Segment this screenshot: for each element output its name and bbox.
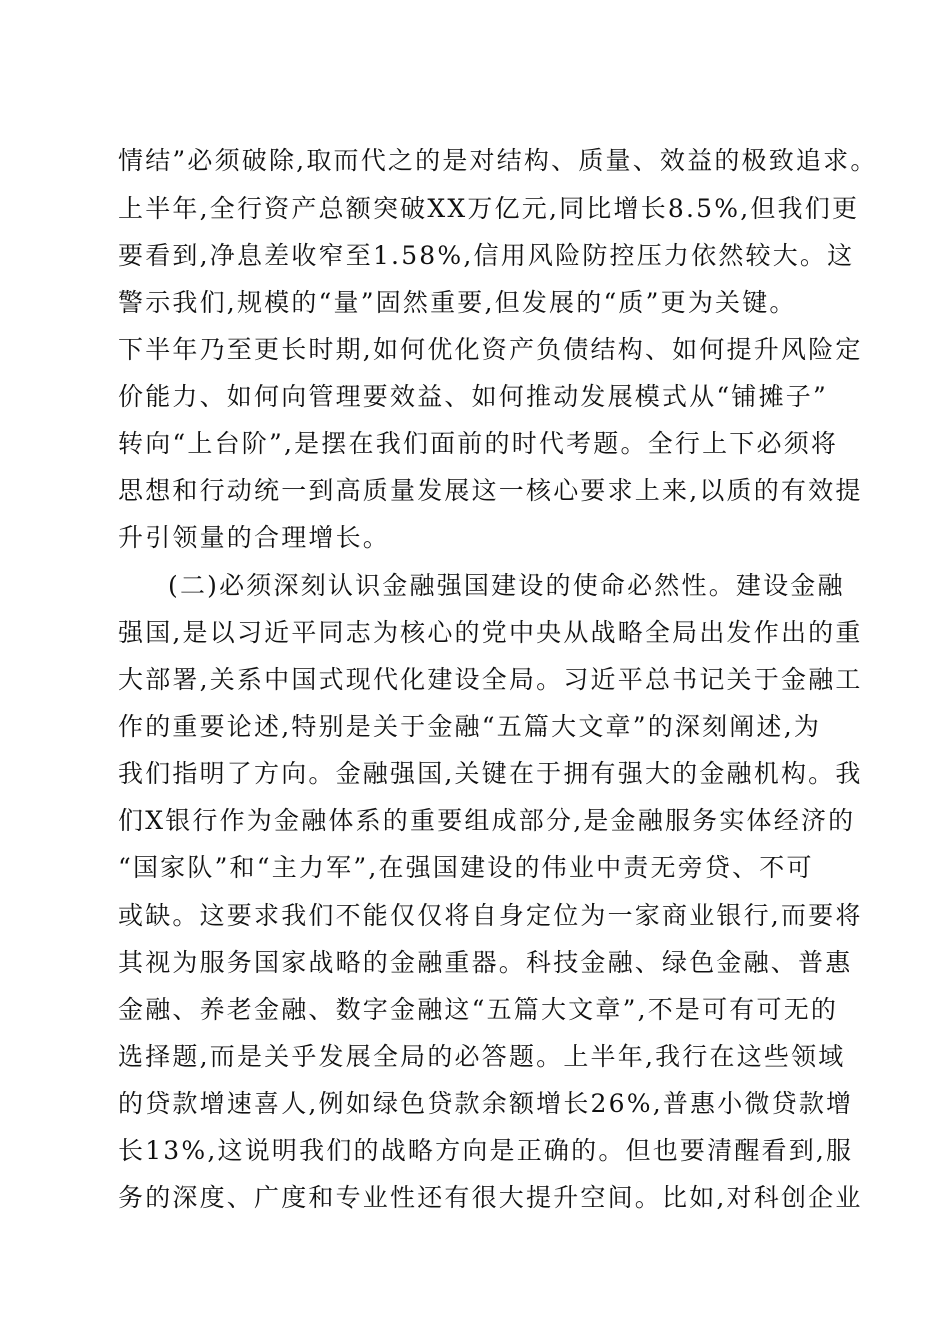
- text-line: 警示我们,规模的“量”固然重要,但发展的“质”更为关键。: [118, 288, 797, 317]
- text-line: 要看到,净息差收窄至1.58%,信用风险防控压力依然较大。这: [118, 241, 855, 270]
- text-line: 我们指明了方向。金融强国,关键在于拥有强大的金融机构。我: [118, 759, 863, 788]
- text-line: 或缺。这要求我们不能仅仅将自身定位为一家商业银行,而要将: [118, 901, 863, 930]
- section-heading-line: (二)必须深刻认识金融强国建设的使命必然性。建设金融: [168, 571, 845, 600]
- text-line: 们X银行作为金融体系的重要组成部分,是金融服务实体经济的: [118, 806, 856, 835]
- text-line: 选择题,而是关乎发展全局的必答题。上半年,我行在这些领域: [118, 1042, 846, 1071]
- text-line: 价能力、如何向管理要效益、如何推动发展模式从“铺摊子”: [118, 382, 828, 411]
- text-line: 强国,是以习近平同志为核心的党中央从战略全局出发作出的重: [118, 618, 863, 647]
- text-line: 升引领量的合理增长。: [118, 523, 391, 552]
- text-line: 大部署,关系中国式现代化建设全局。习近平总书记关于金融工: [118, 665, 863, 694]
- text-line: 金融、养老金融、数字金融这“五篇大文章”,不是可有可无的: [118, 995, 839, 1024]
- text-line: 转向“上台阶”,是摆在我们面前的时代考题。全行上下必须将: [118, 429, 839, 458]
- text-line: “国家队”和“主力军”,在强国建设的伟业中责无旁贷、不可: [118, 853, 814, 882]
- text-line: 的贷款增速喜人,例如绿色贷款余额增长26%,普惠小微贷款增: [118, 1089, 854, 1118]
- text-line: 长13%,这说明我们的战略方向是正确的。但也要清醒看到,服: [118, 1136, 854, 1165]
- text-line: 上半年,全行资产总额突破XX万亿元,同比增长8.5%,但我们更: [118, 194, 860, 223]
- text-line: 下半年乃至更长时期,如何优化资产负债结构、如何提升风险定: [118, 335, 863, 364]
- text-line: 作的重要论述,特别是关于金融“五篇大文章”的深刻阐述,为: [118, 712, 822, 741]
- text-line: 务的深度、广度和专业性还有很大提升空间。比如,对科创企业: [118, 1183, 863, 1212]
- text-line: 思想和行动统一到高质量发展这一核心要求上来,以质的有效提: [118, 476, 863, 505]
- text-line: 其视为服务国家战略的金融重器。科技金融、绿色金融、普惠: [118, 948, 853, 977]
- text-line: 情结”必须破除,取而代之的是对结构、质量、效益的极致追求。: [118, 146, 878, 175]
